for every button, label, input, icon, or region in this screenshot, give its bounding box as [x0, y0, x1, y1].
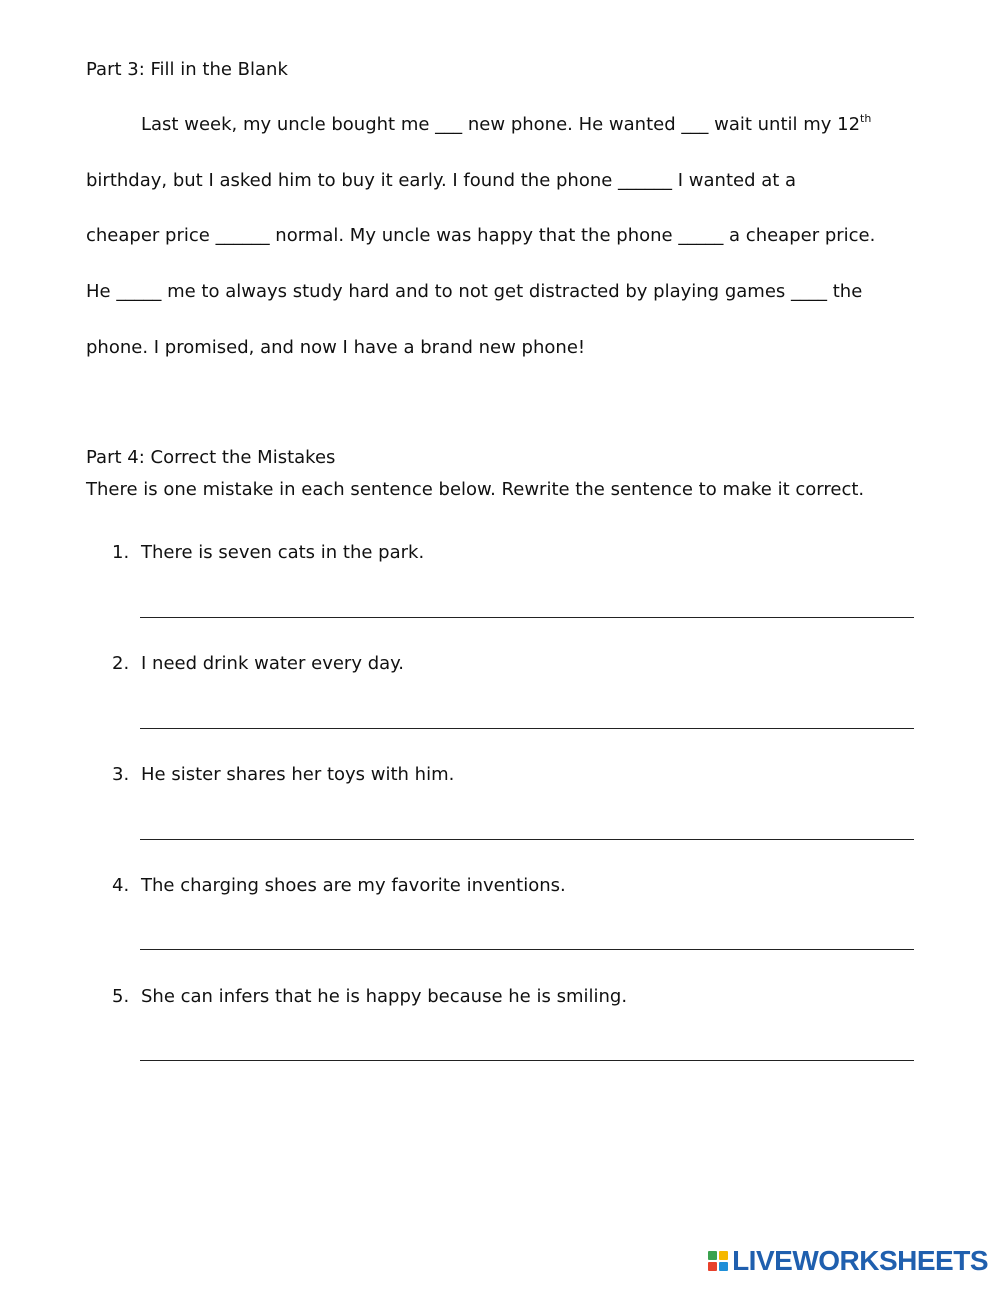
logo-text: LIVEWORKSHEETS: [732, 1245, 988, 1276]
ordinal-suffix: th: [860, 112, 872, 125]
logo-blocks-icon: [708, 1251, 728, 1271]
item-number: 4.: [112, 875, 130, 896]
fitb-text: birthday, but I asked him to buy it early. I found the phone: [86, 170, 619, 191]
liveworksheets-logo: [708, 1241, 988, 1281]
fitb-text: the: [827, 281, 863, 302]
fitb-line-2: [86, 170, 796, 191]
part3-heading: Part 3: Fill in the Blank: [86, 59, 288, 80]
item-number: 2.: [112, 653, 130, 674]
blank-3[interactable]: ______: [618, 170, 673, 191]
fitb-text: I wanted at a: [672, 170, 797, 191]
item-number: 5.: [112, 986, 130, 1007]
answer-line-5[interactable]: [140, 1060, 914, 1061]
item-sentence: She can infers that he is happy because he is smiling.: [141, 986, 628, 1007]
fitb-text: cheaper price: [86, 225, 216, 246]
fitb-line-1: [141, 114, 871, 135]
part4-heading: Part 4: Correct the Mistakes: [86, 447, 336, 468]
blank-5[interactable]: _____: [678, 225, 724, 246]
blank-1[interactable]: ___: [435, 114, 463, 135]
item-number: 1.: [112, 542, 130, 563]
blank-6[interactable]: _____: [116, 281, 162, 302]
answer-line-4[interactable]: [140, 949, 914, 950]
item-sentence: There is seven cats in the park.: [141, 542, 425, 563]
blank-4[interactable]: ______: [215, 225, 270, 246]
fitb-text: Last week, my uncle bought me: [141, 114, 436, 135]
part4-instructions: There is one mistake in each sentence below. Rewrite the sentence to make it correct.: [86, 479, 865, 500]
answer-line-1[interactable]: [140, 617, 914, 618]
fitb-line-3: [86, 225, 875, 246]
fitb-line-5: phone. I promised, and now I have a brand new phone!: [86, 337, 586, 358]
blank-7[interactable]: ____: [791, 281, 827, 302]
answer-line-3[interactable]: [140, 839, 914, 840]
item-sentence: I need drink water every day.: [141, 653, 404, 674]
answer-line-2[interactable]: [140, 728, 914, 729]
fitb-text: He: [86, 281, 117, 302]
fitb-text: me to always study hard and to not get distracted by playing games: [161, 281, 791, 302]
blank-2[interactable]: ___: [681, 114, 709, 135]
item-sentence: The charging shoes are my favorite inventions.: [141, 875, 566, 896]
fitb-text: new phone. He wanted: [462, 114, 682, 135]
item-sentence: He sister shares her toys with him.: [141, 764, 455, 785]
logo-block: [708, 1262, 717, 1271]
fitb-line-4: [86, 281, 862, 302]
fitb-text: normal. My uncle was happy that the phone: [269, 225, 679, 246]
logo-block: [719, 1251, 728, 1260]
item-number: 3.: [112, 764, 130, 785]
logo-block: [708, 1251, 717, 1260]
fitb-text: wait until my 12: [708, 114, 861, 135]
logo-block: [719, 1262, 728, 1271]
fitb-text: a cheaper price.: [723, 225, 876, 246]
